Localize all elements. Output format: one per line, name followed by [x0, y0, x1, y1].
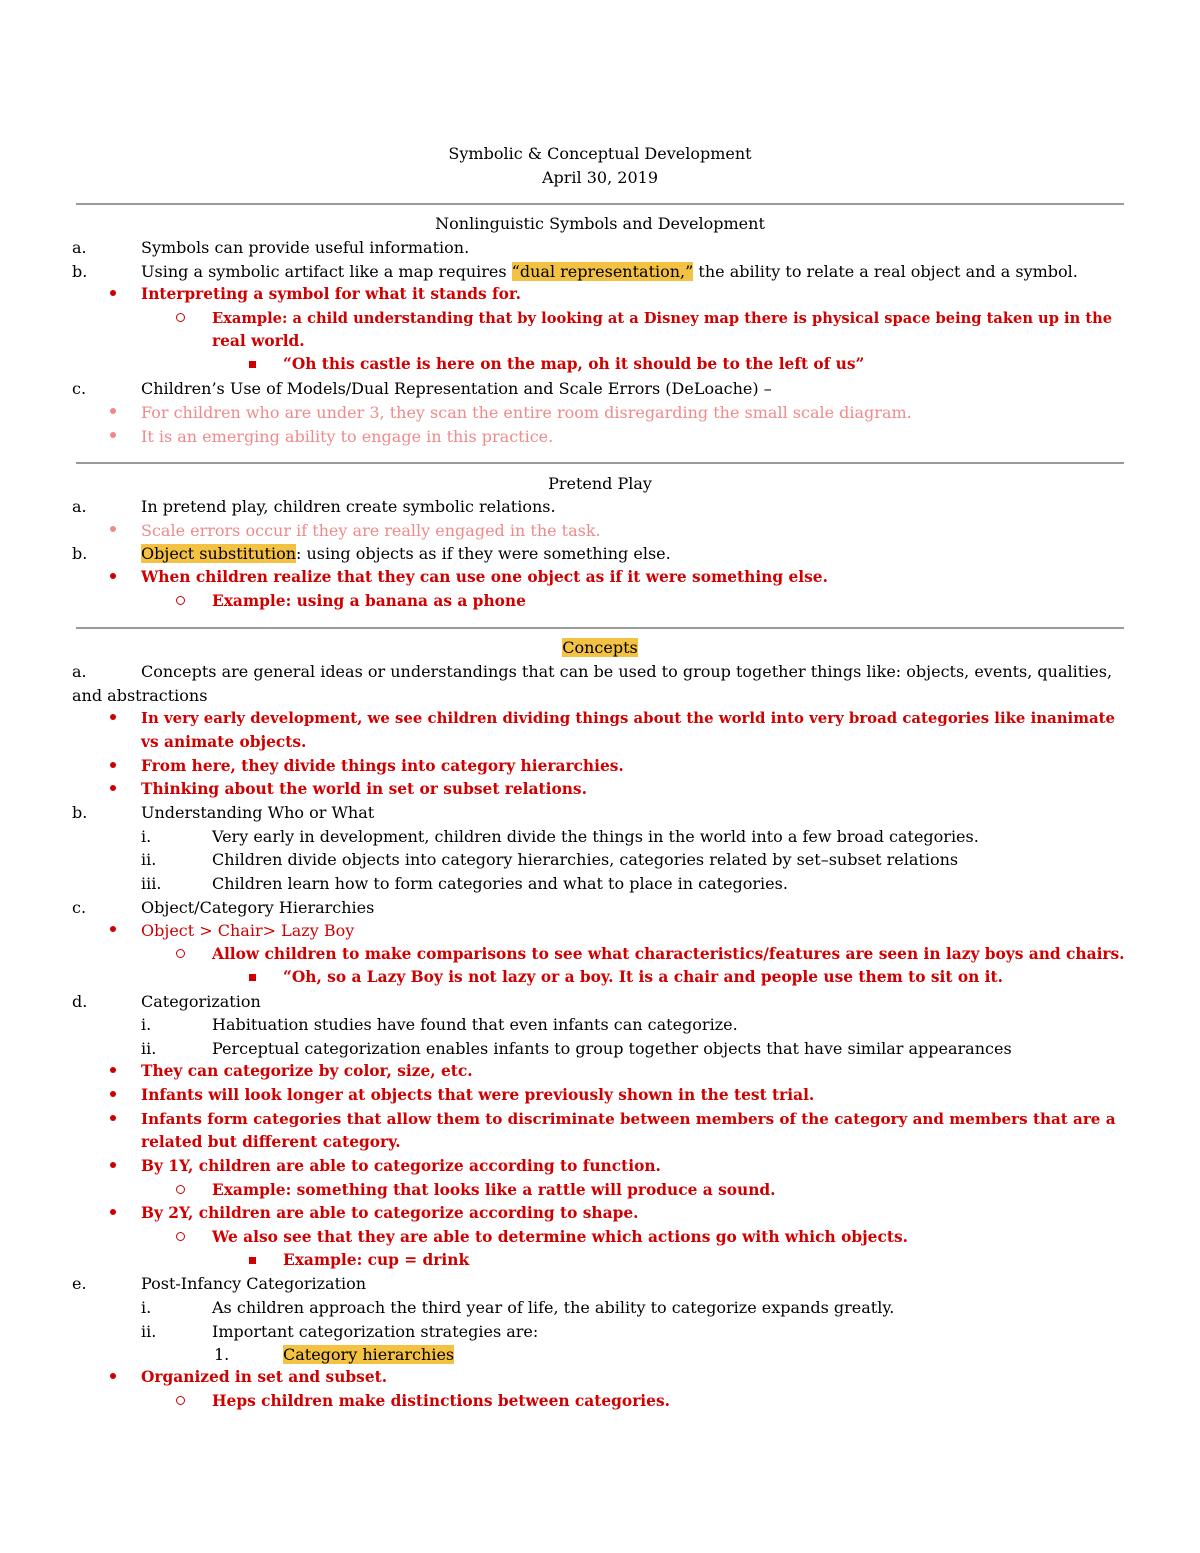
list-item: We also see that they are able to determine which actions go with which objects.	[212, 1228, 908, 1246]
bullet-dot-icon	[110, 1209, 116, 1215]
bullet-dot-icon	[110, 408, 116, 414]
list-item: Important categorization strategies are:	[212, 1322, 539, 1341]
document-title: Symbolic & Conceptual Development	[448, 144, 752, 163]
list-item: Children learn how to form categories and what to place in categories.	[212, 874, 788, 893]
list-item: Symbols can provide useful information.	[141, 238, 470, 257]
bullet-dot-icon	[110, 1115, 116, 1121]
list-item: related but different category.	[141, 1133, 401, 1151]
list-item: Allow children to make comparisons to see what characteristics/features are seen in lazy boys and chairs.	[212, 945, 1125, 963]
list-marker: c.	[72, 379, 87, 398]
list-marker: a.	[72, 238, 87, 257]
section-divider	[76, 462, 1124, 464]
bullet-dot-icon	[110, 714, 116, 720]
list-item: It is an emerging ability to engage in this practice.	[141, 427, 554, 446]
list-item: Understanding Who or What	[141, 803, 375, 822]
list-item: Scale errors occur if they are really engaged in the task.	[141, 521, 601, 540]
bullet-dot-icon	[110, 1162, 116, 1168]
list-item: “Oh, so a Lazy Boy is not lazy or a boy. It is a chair and people use them to sit on it.	[283, 968, 1003, 986]
list-marker: 1.	[214, 1345, 230, 1364]
section-heading-pretend-play: Pretend Play	[548, 474, 652, 493]
bullet-dot-icon	[110, 1373, 116, 1379]
list-item: Thinking about the world in set or subset relations.	[141, 780, 587, 798]
bullet-dot-icon	[110, 432, 116, 438]
list-item: Concepts are general ideas or understandings that can be used to group together things like: objects, events, qualities,	[141, 662, 1113, 681]
list-item: By 1Y, children are able to categorize according to function.	[141, 1157, 661, 1175]
list-marker: i.	[141, 827, 152, 846]
list-item: Heps children make distinctions between categories.	[212, 1392, 670, 1410]
list-item: In pretend play, children create symbolic relations.	[141, 497, 556, 516]
bullet-dot-icon	[110, 290, 116, 296]
list-item: Habituation studies have found that even infants can categorize.	[212, 1015, 738, 1034]
section-divider	[76, 203, 1124, 205]
bullet-ring-icon	[176, 949, 185, 958]
document-date: April 30, 2019	[541, 168, 658, 187]
list-item: Infants form categories that allow them to discriminate between members of the category and members that are a	[141, 1110, 1116, 1128]
bullet-square-icon	[249, 974, 256, 981]
list-item: Example: something that looks like a rattle will produce a sound.	[212, 1181, 776, 1199]
list-item: From here, they divide things into category hierarchies.	[141, 757, 624, 775]
bullet-ring-icon	[176, 1185, 185, 1194]
bullet-ring-icon	[176, 1232, 185, 1241]
list-item: In very early development, we see children dividing things about the world into very broad categories like inanimate	[141, 709, 1115, 727]
bullet-ring-icon	[176, 313, 185, 322]
list-item: Organized in set and subset.	[141, 1368, 388, 1386]
list-marker: a.	[72, 497, 87, 516]
bullet-dot-icon	[110, 785, 116, 791]
list-marker: c.	[72, 898, 87, 917]
list-marker: b.	[72, 803, 88, 822]
section-divider	[76, 627, 1124, 629]
bullet-dot-icon	[110, 1067, 116, 1073]
bullet-dot-icon	[110, 526, 116, 532]
bullet-dot-icon	[110, 762, 116, 768]
list-item: Post-Infancy Categorization	[141, 1274, 367, 1293]
bullet-square-icon	[249, 361, 256, 368]
list-item: Infants will look longer at objects that were previously shown in the test trial.	[141, 1086, 815, 1104]
list-item	[283, 1343, 454, 1366]
list-item: Object > Chair> Lazy Boy	[141, 921, 355, 940]
list-item: Perceptual categorization enables infants to group together objects that have similar appearances	[212, 1039, 1012, 1058]
list-item: Object substitution: using objects as if they were something else.	[141, 544, 671, 563]
list-item: “Oh this castle is here on the map, oh it should be to the left of us”	[283, 355, 865, 373]
list-marker: d.	[72, 992, 88, 1011]
list-item: and abstractions	[72, 686, 208, 705]
list-item: Children’s Use of Models/Dual Representation and Scale Errors (DeLoache) –	[141, 379, 772, 398]
list-item: Example: a child understanding that by looking at a Disney map there is physical space being taken up in the	[212, 310, 1113, 327]
list-item: By 2Y, children are able to categorize according to shape.	[141, 1204, 639, 1222]
list-item: As children approach the third year of life, the ability to categorize expands greatly.	[212, 1298, 895, 1317]
highlighted-term: Object substitution	[141, 544, 296, 563]
section-heading-nonlinguistic: Nonlinguistic Symbols and Development	[435, 214, 765, 233]
list-item: Children divide objects into category hierarchies, categories related by set–subset relations	[212, 850, 959, 869]
list-marker: ii.	[141, 1322, 157, 1341]
list-item: Interpreting a symbol for what it stands for.	[141, 285, 521, 303]
list-item: Categorization	[141, 992, 261, 1011]
list-marker: ii.	[141, 1039, 157, 1058]
list-item: They can categorize by color, size, etc.	[141, 1062, 473, 1080]
bullet-square-icon	[249, 1257, 256, 1264]
list-marker: i.	[141, 1015, 152, 1034]
list-marker: b.	[72, 262, 88, 281]
list-item: real world.	[212, 332, 305, 350]
list-marker: a.	[72, 662, 87, 681]
highlighted-term: Category hierarchies	[283, 1345, 455, 1364]
highlighted-term: “dual representation,”	[511, 262, 694, 281]
list-marker: iii.	[141, 874, 162, 893]
list-item: vs animate objects.	[141, 733, 307, 751]
list-item: Very early in development, children divide the things in the world into a few broad categories.	[212, 827, 979, 846]
bullet-ring-icon	[176, 596, 185, 605]
list-marker: b.	[72, 544, 88, 563]
bullet-dot-icon	[110, 573, 116, 579]
list-marker: i.	[141, 1298, 152, 1317]
list-item: When children realize that they can use one object as if it were something else.	[141, 568, 828, 586]
list-marker: ii.	[141, 850, 157, 869]
bullet-dot-icon	[110, 926, 116, 932]
list-item: Using a symbolic artifact like a map requires “dual representation,” the ability to relate a real object and a symbol.	[141, 262, 1078, 281]
list-item: Object/Category Hierarchies	[141, 898, 375, 917]
list-marker: e.	[72, 1274, 87, 1293]
bullet-ring-icon	[176, 1396, 185, 1405]
bullet-dot-icon	[110, 1091, 116, 1097]
section-heading-concepts: Concepts	[562, 638, 638, 657]
list-item: Example: cup = drink	[283, 1251, 470, 1269]
list-item: For children who are under 3, they scan the entire room disregarding the small scale diagram.	[141, 403, 912, 422]
list-item: Example: using a banana as a phone	[212, 592, 526, 610]
